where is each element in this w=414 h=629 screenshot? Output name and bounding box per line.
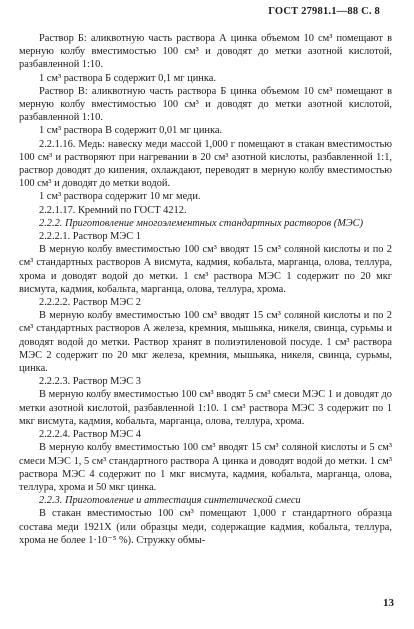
paragraph: 2.2.2.2. Раствор МЭС 2 [39, 297, 141, 309]
paragraph: В мерную колбу вместимостью 100 см³ вводят 15 см³ соляной кислоты и 5 см³ смеси МЭС 1, 5 см³ стандартного раствора А цинка и доводят водой до метки. 1 см³ раствора МЭС 4 содержит по 1 мкг висмута, кадмия, кобальта, марганца, олова, теллура, хрома и 50 мкг цинка. [19, 442, 392, 493]
paragraph: 2.2.2.4. Раствор МЭС 4 [39, 429, 141, 441]
paragraph: В мерную колбу вместимостью 100 см³ вводят 15 см³ соляной кислоты и по 2 см³ стандартных растворов А висмута, кадмия, кобальта, марганца, олова, теллура, хрома и доводят водой до метки. 1 см³ раствора МЭС 1 содержит по 20 мкг висмута, кадмия, кобальта, марганца, олова, теллура, хрома. [19, 244, 392, 295]
paragraph: 2.2.2. Приготовление многоэлементных стандартных растворов (МЭС) [39, 217, 364, 229]
paragraph: 1 см³ раствора В содержит 0,01 мг цинка. [39, 125, 223, 137]
paragraph: В мерную колбу вместимостью 100 см³ вводят 5 см³ смеси МЭС 1 и доводят до метки азотной кислотой, разбавленной 1:10. 1 см³ раствора МЭС 3 содержит по 1 мкг висмута, кадмия, кобальта, марганца, олова, теллура, хрома. [19, 389, 392, 427]
paragraph: В стакан вместимостью 100 см³ помещают 1,000 г стандартного образца состава меди 1921Х (или образцы меди, содержащие кадмия, кобальта, теллура, хрома не более 1·10⁻⁵ %). Стружку обмы- [19, 508, 392, 546]
paragraph: 2.2.3. Приготовление и аттестация синтетической смеси [39, 495, 301, 507]
paragraph: В мерную колбу вместимостью 100 см³ вводят 15 см³ соляной кислоты и по 2 см³ стандартных растворов А железа, кремния, мышьяка, никеля, свинца, сурьмы и доводят водой до метки. Раствор хранят в полиэтиленовой посуде. 1 см³ раствора МЭС 2 содержит по 20 мкг железа, кремния, мышьяка, никеля, свинца, сурьмы, цинка. [19, 310, 392, 375]
page-header [268, 6, 380, 17]
document-body [19, 32, 392, 547]
paragraph: 1 см³ раствора содержит 10 мг меди. [39, 191, 201, 203]
page-number: 13 [383, 597, 394, 609]
paragraph: Раствор Б: аликвотную часть раствора А цинка объемом 10 см³ помещают в мерную колбу вместимостью 100 см³ и доводят до метки азотной кислотой, разбавленной 1:10. [19, 33, 392, 71]
standard-code: ГОСТ 27981.1—88 [268, 6, 359, 17]
header-page-ref: С. 8 [361, 6, 380, 17]
paragraph: Раствор В: аликвотную часть раствора Б цинка объемом 10 см³ помещают в мерную колбу вместимостью 100 см³ и доводят до метки азотной кислотой, разбавленной 1:10. [19, 85, 392, 124]
paragraph: 2.2.1.17. Кремний по ГОСТ 4212. [39, 204, 187, 216]
paragraph: 2.2.1.16. Медь: навеску меди массой 1,000 г помещают в стакан вместимостью 100 см³ и растворяют при нагревании в 20 см³ азотной кислоты, разбавленной 1:1, раствор доводят до кипения, охлаждают, переводят в мерную колбу вместимостью 100 см³ и доводят до метки водой. [19, 138, 392, 190]
paragraph: 2.2.2.3. Раствор МЭС 3 [39, 376, 141, 388]
paragraph: 2.2.2.1. Раствор МЭС 1 [39, 231, 141, 243]
paragraph: 1 см³ раствора Б содержит 0,1 мг цинка. [39, 72, 216, 84]
